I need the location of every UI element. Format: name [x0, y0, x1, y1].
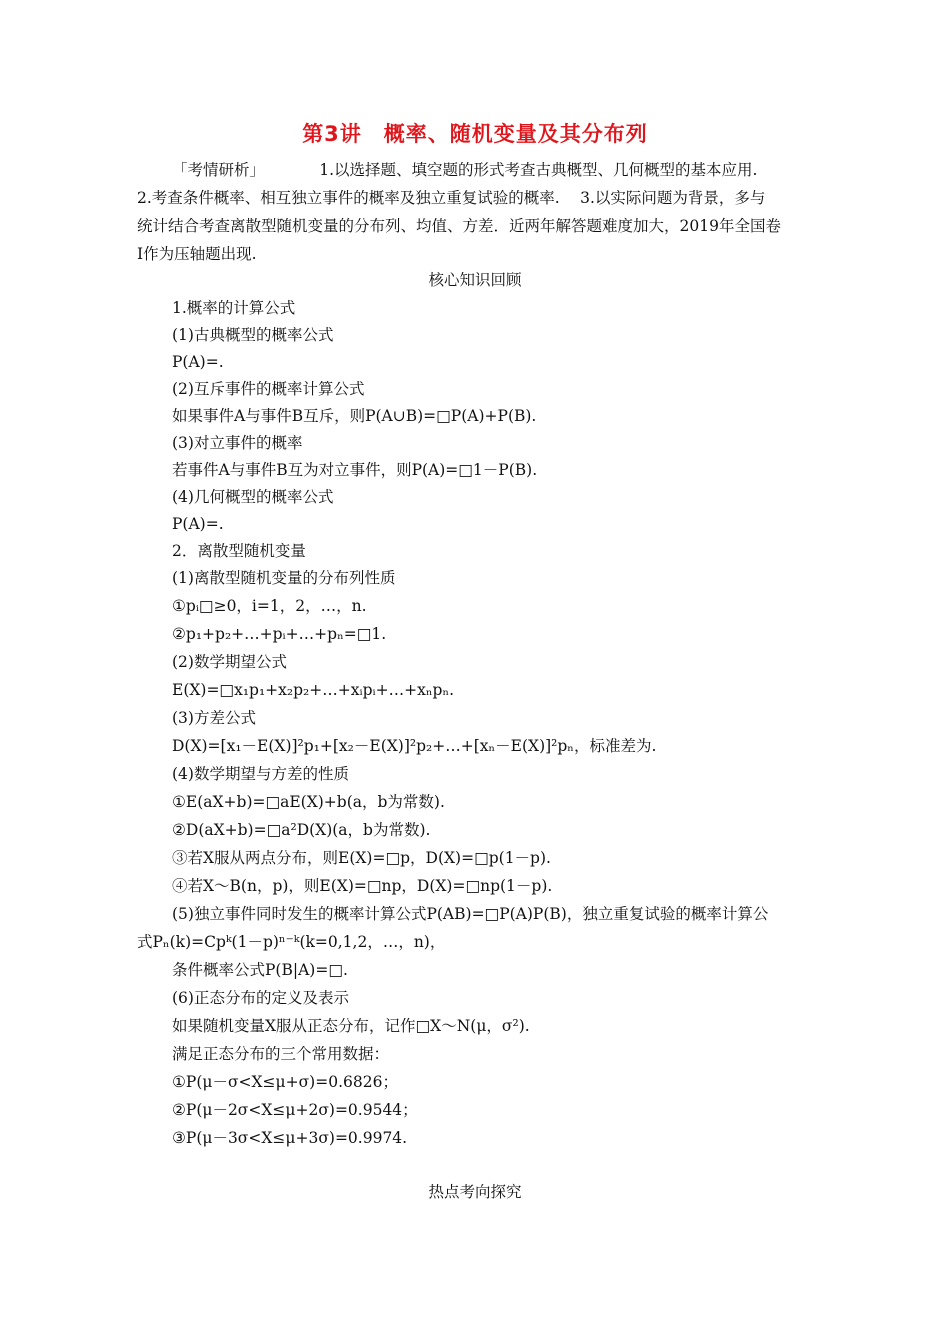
content-line: E(X)=□x₁p₁+x₂p₂+…+xᵢpᵢ+…+xₙpₙ.	[172, 681, 455, 699]
content-line: (4)数学期望与方差的性质	[172, 765, 349, 783]
content-line: ①P(μ－σ<X≤μ+σ)=0.6826；	[172, 1073, 398, 1091]
section-heading-hot-topics: 热点考向探究	[428, 1183, 522, 1201]
content-line: 1.概率的计算公式	[172, 299, 296, 317]
content-line: (2)互斥事件的概率计算公式	[172, 380, 365, 398]
content-line: 式Pₙ(k)=Cpᵏ(1－p)ⁿ⁻ᵏ(k=0,1,2，…，n)，	[137, 933, 446, 951]
content-line: 如果事件A与事件B互斥，则P(A∪B)=□P(A)+P(B).	[172, 407, 537, 425]
content-line: 如果随机变量X服从正态分布，记作□X～N(μ，σ²).	[172, 1017, 530, 1035]
content-line: P(A)=.	[172, 353, 224, 371]
content-line: 条件概率公式P(B|A)=□.	[172, 961, 348, 979]
content-line: 2．离散型随机变量	[172, 542, 306, 560]
content-line: ④若X～B(n，p)，则E(X)=□np，D(X)=□np(1－p).	[172, 877, 553, 895]
intro-line-4: Ⅰ作为压轴题出现.	[137, 245, 257, 263]
content-line: (3)方差公式	[172, 709, 256, 727]
content-line: D(X)=[x₁－E(X)]²p₁+[x₂－E(X)]²p₂+…+[xₙ－E(X)]²pₙ，标准差为.	[172, 737, 657, 755]
content-line: 若事件A与事件B互为对立事件，则P(A)=□1－P(B).	[172, 461, 538, 479]
intro-line-3: 统计结合考查离散型随机变量的分布列、均值、方差．近两年解答题难度加大，2019年全国卷	[137, 217, 781, 235]
content-line: (2)数学期望公式	[172, 653, 287, 671]
page-title: 第3讲 概率、随机变量及其分布列	[302, 122, 648, 146]
content-line: ②P(μ－2σ<X≤μ+2σ)=0.9544；	[172, 1101, 418, 1119]
content-line: (3)对立事件的概率	[172, 434, 303, 452]
content-line: ③P(μ－3σ<X≤μ+3σ)=0.9974.	[172, 1129, 408, 1147]
intro-line-1: 「考情研析」 1.以选择题、填空题的形式考查古典概型、几何概型的基本应用.	[172, 161, 758, 179]
content-line: (1)离散型随机变量的分布列性质	[172, 569, 396, 587]
content-line: (6)正态分布的定义及表示	[172, 989, 349, 1007]
content-line: (5)独立事件同时发生的概率计算公式P(AB)=□P(A)P(B)，独立重复试验的概率计算公	[172, 905, 769, 923]
content-line: ①pᵢ□≥0，i=1，2，…，n.	[172, 597, 367, 615]
content-line: ②p₁+p₂+…+pᵢ+…+pₙ=□1.	[172, 625, 387, 643]
content-line: ①E(aX+b)=□aE(X)+b(a，b为常数).	[172, 793, 445, 811]
content-line: (1)古典概型的概率公式	[172, 326, 334, 344]
intro-line-2: 2.考查条件概率、相互独立事件的概率及独立重复试验的概率. 3.以实际问题为背景，多与	[137, 189, 766, 207]
content-line: P(A)=.	[172, 515, 224, 533]
content-line: 满足正态分布的三个常用数据：	[172, 1045, 390, 1063]
content-line: ③若X服从两点分布，则E(X)=□p，D(X)=□p(1－p).	[172, 849, 551, 867]
content-line: (4)几何概型的概率公式	[172, 488, 334, 506]
section-heading-core-knowledge: 核心知识回顾	[428, 271, 522, 289]
content-line: ②D(aX+b)=□a²D(X)(a，b为常数).	[172, 821, 431, 839]
